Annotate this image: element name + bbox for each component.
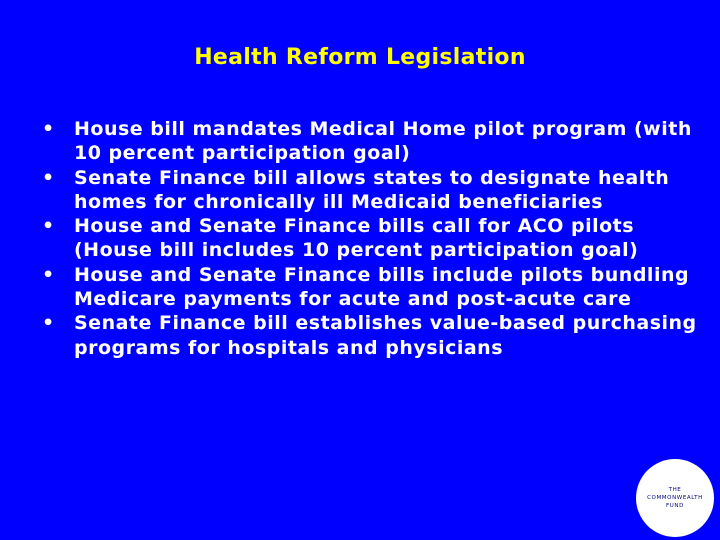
bullet-icon: • [42, 215, 55, 238]
logo-line-2: COMMONWEALTH [647, 495, 703, 501]
bullet-text: House and Senate Finance bills call for ACO pilots (House bill includes 10 percent participation goal) [74, 215, 639, 262]
bullet-icon: • [42, 166, 55, 189]
logo-line-3: FUND [666, 503, 684, 509]
bullet-text: Senate Finance bill allows states to designate health homes for chronically ill Medicaid beneficiaries [74, 166, 670, 213]
bullet-icon: • [42, 118, 55, 140]
slide-title: Health Reform Legislation [194, 45, 526, 70]
commonwealth-fund-logo [636, 459, 714, 537]
bullet-text: House and Senate Finance bills include pilots bundling Medicare payments for acute and post-acute care [74, 263, 690, 311]
bullet-item [42, 117, 712, 166]
bullet-icon: • [42, 312, 55, 335]
bullet-item [42, 166, 712, 215]
bullet-item [42, 214, 712, 263]
logo-line-1: THE [668, 487, 682, 493]
bullet-text: House bill mandates Medical Home pilot program (with 10 percent participation goal) [74, 118, 692, 165]
bullet-item [42, 311, 712, 360]
bullet-list [42, 117, 712, 360]
bullet-item [42, 263, 712, 312]
bullet-text: Senate Finance bill establishes value-based purchasing programs for hospitals and physicians [74, 312, 697, 359]
bullet-icon: • [42, 263, 55, 286]
